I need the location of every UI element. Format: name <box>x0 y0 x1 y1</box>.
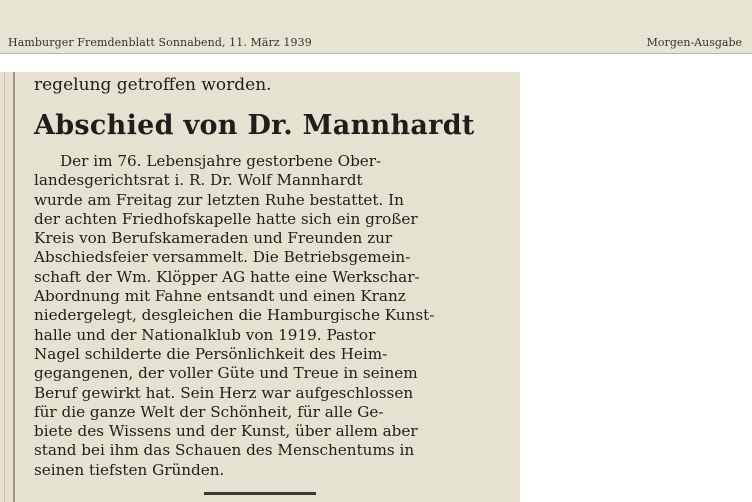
body-line: schaft der Wm. Klöpper AG hatte eine Werkschar- <box>34 267 420 286</box>
article-text <box>34 72 504 480</box>
body-line: für die ganze Welt der Schönheit, für alle Ge- <box>34 402 384 421</box>
column-edge-rule <box>4 72 5 502</box>
body-line: Kreis von Berufskameraden und Freunden zur <box>34 229 393 248</box>
body-line: gegangenen, der voller Güte und Treue in seinem <box>34 364 418 383</box>
body-line: Der im 76. Lebensjahre gestorbene Ober- <box>60 152 382 170</box>
body-line: wurde am Freitag zur letzten Ruhe bestattet. In <box>34 190 404 209</box>
body-line: halle und der Nationalklub von 1919. Pastor <box>34 325 376 344</box>
article-body <box>34 152 504 480</box>
body-line: Abordnung mit Fahne entsandt und einen Kranz <box>34 287 406 306</box>
page-header <box>0 0 752 54</box>
body-line: biete des Wissens und der Kunst, über allem aber <box>34 422 418 441</box>
article-headline: Abschied von Dr. Mannhardt <box>34 110 475 141</box>
article-end-rule <box>204 492 316 495</box>
body-line: Abschiedsfeier versammelt. Die Betriebsgemein- <box>34 248 411 267</box>
body-line: seinen tiefsten Gründen. <box>34 460 225 479</box>
header-divider <box>0 53 752 54</box>
body-line: Beruf gewirkt hat. Sein Herz war aufgeschlossen <box>34 383 414 402</box>
body-line: landesgerichtsrat i. R. Dr. Wolf Mannhardt <box>34 171 363 190</box>
body-line: stand bei ihm das Schauen des Menschentums in <box>34 441 415 460</box>
body-line: Nagel schilderte die Persönlichkeit des Heim- <box>34 344 388 363</box>
column-divider-rule <box>13 72 15 502</box>
header-publication-line: Hamburger Fremdenblatt Sonnabend, 11. März 1939 <box>8 36 312 49</box>
body-line: der achten Friedhofskapelle hatte sich ein großer <box>34 209 418 228</box>
body-line: niedergelegt, desgleichen die Hamburgische Kunst- <box>34 306 435 325</box>
header-edition-label: Morgen-Ausgabe <box>646 36 742 49</box>
article-clipping <box>0 72 520 502</box>
previous-article-line: regelung getroffen worden. <box>34 75 272 95</box>
